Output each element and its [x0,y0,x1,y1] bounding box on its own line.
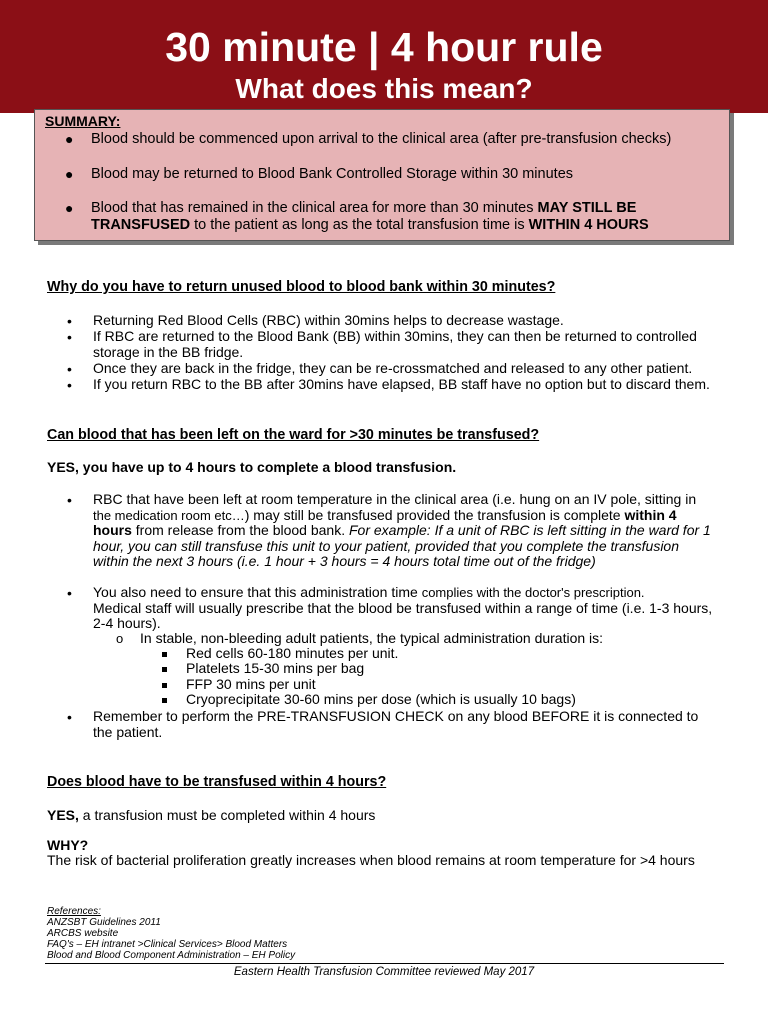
line-text: complies with the doctor's prescription. [421,585,645,600]
emphasis-text: hours [93,522,132,538]
square-bullet-icon [162,667,167,672]
summary-emphasis: WITHIN 4 HOURS [528,217,649,233]
sub-list-item: In stable, non-bleeding adult patients, the typical administration duration is: [140,630,604,646]
list-item: Returning Red Blood Cells (RBC) within 30mins helps to decrease wastage. [93,312,564,328]
page-subtitle: What does this mean? [235,73,533,104]
bullet-icon: • [67,361,72,377]
why-label: WHY? [47,837,89,853]
line-text: from release from the blood bank. [131,522,349,538]
answer-line: a transfusion must be completed within 4 hours [78,807,376,823]
question-heading: Why do you have to return unused blood to blood bank within 30 minutes? [47,279,556,295]
line-text: the medication room etc… [93,507,245,523]
square-bullet-icon [162,652,167,657]
summary-text: to the patient as long as the total transfusion time is [190,217,529,233]
square-bullet-icon [162,683,167,688]
answer-text [47,807,375,824]
bullet-icon: ● [65,166,74,182]
footer-text: Eastern Health Transfusion Committee reviewed May 2017 [233,966,535,978]
line-text: 2-4 hours). [93,615,161,631]
reference-item: ARCBS website [47,928,119,939]
bullet-icon: ● [65,200,74,216]
list-item [93,585,733,632]
square-bullet-icon [162,698,167,703]
duration-item: Platelets 15-30 mins per bag [186,660,365,676]
line-text: the patient. [93,723,163,740]
summary-item: Blood may be returned to Blood Bank Controlled Storage within 30 minutes [91,166,574,182]
summary-emphasis: MAY STILL BE [537,200,637,216]
answer-text: YES, you have up to 4 hours to complete a blood transfusion. [47,459,457,475]
bullet-icon: • [67,492,72,508]
references-label: References: [47,906,101,917]
example-text: For example: If a unit of RBC is left sitting in the ward for 1 [349,522,711,538]
summary-box [34,109,730,241]
list-item: If you return RBC to the BB after 30mins have elapsed, BB staff have no option but to discard them. [93,376,710,392]
line-text: You also need to ensure that this administration time [93,584,422,600]
example-text: hour, you can still transfuse this unit to your patient, provided that you complete the transfusion [93,537,680,554]
list-item: If RBC are returned to the Blood Bank (BB) within 30mins, they can then be returned to controlled [93,328,697,344]
list-item [93,492,733,570]
line-text: Remember to perform the PRE-TRANSFUSION CHECK on any blood BEFORE it is connected to [93,708,699,724]
duration-item: FFP 30 mins per unit [186,676,316,692]
duration-item: Red cells 60-180 minutes per unit. [186,645,399,661]
example-text: within the next 3 hours (i.e. 1 hour + 3 hours = 4 hours total time out of the fridge) [93,553,596,569]
line-text: RBC that have been left at room temperature in the clinical area (i.e. hung on an IV pole, sitting in [93,491,697,507]
bullet-icon: • [67,313,72,329]
reference-item: ANZSBT Guidelines 2011 [47,917,161,928]
circle-bullet-icon: o [116,631,124,646]
bullet-icon: • [67,585,72,601]
line-text: ) may still be transfused provided the transfusion is complete [244,506,625,523]
bullet-icon: • [67,377,72,393]
footer-divider [45,963,724,964]
summary-label: SUMMARY: [45,113,121,129]
summary-text: Blood that has remained in the clinical area for more than 30 minutes [91,200,538,216]
list-item-continued: storage in the BB fridge. [93,344,244,360]
emphasis-text: within 4 [624,506,677,523]
question-heading: Can blood that has been left on the ward for >30 minutes be transfused? [47,427,540,443]
reference-item: FAQ's – EH intranet >Clinical Services> Blood Matters [47,939,288,950]
summary-item [91,200,727,234]
header-banner [0,0,768,113]
summary-emphasis: TRANSFUSED [91,217,191,233]
reason-text: The risk of bacterial proliferation greatly increases when blood remains at room temperature for >4 hours [47,852,695,868]
reference-item: Blood and Blood Component Administration – EH Policy [47,950,296,961]
page-title: 30 minute | 4 hour rule [165,24,603,70]
line-text: Medical staff will usually prescribe that the blood be transfused within a range of time (i.e. 1-3 hours, [93,599,713,616]
duration-item: Cryoprecipitate 30-60 mins per dose (which is usually 10 bags) [186,691,576,707]
summary-item: Blood should be commenced upon arrival to the clinical area (after pre-transfusion checks) [91,131,672,147]
bullet-icon: ● [65,131,74,147]
list-item [93,709,733,740]
yes-label: YES, [47,807,79,823]
question-heading: Does blood have to be transfused within 4 hours? [47,774,387,790]
list-item: Once they are back in the fridge, they can be re-crossmatched and released to any other patient. [93,360,693,376]
bullet-icon: • [67,329,72,345]
bullet-icon: • [67,709,72,725]
